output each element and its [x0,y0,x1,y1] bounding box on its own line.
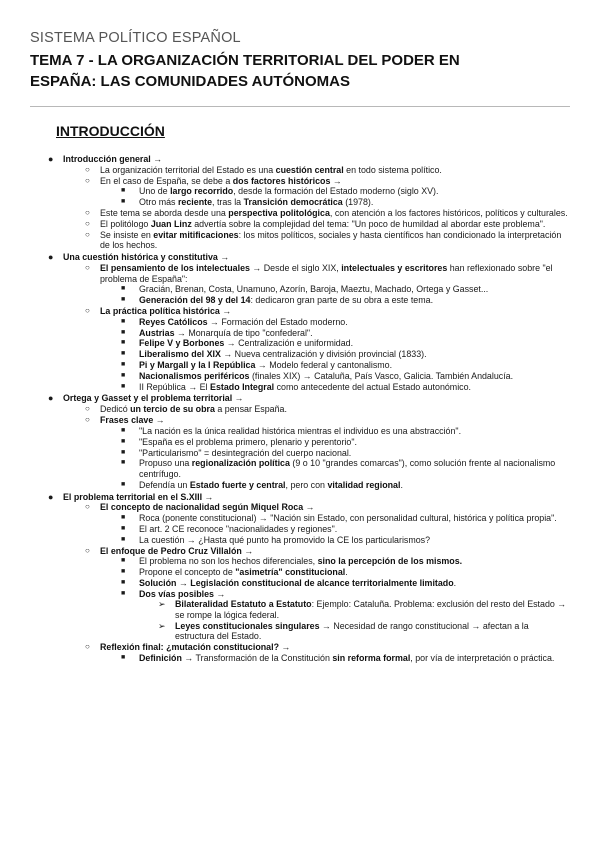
bullet-marker-icon: ■ [121,535,126,543]
text: → [303,502,315,513]
text: en todo sistema político. [343,164,442,175]
bold-text: Reflexión final: ¿mutación constitucional? [100,642,279,653]
text: → [150,154,163,164]
bold-text: El problema territorial en el S.XIII [63,491,203,502]
text: II República → El [139,381,211,392]
text: → Centralización e uniformidad. [224,338,354,349]
text: Propone el concepto de [139,567,236,578]
bold-text: Una cuestión histórica y constitutiva [63,252,218,263]
text: Otro más [139,197,178,208]
outline-item-level-3 [30,458,570,479]
outline-item-level-2 [30,165,570,176]
bullet-marker-icon: ○ [85,164,90,174]
text: han reflexionado sobre "el problema de España": [100,263,553,284]
outline-item-level-3 [30,317,570,328]
bullet-marker-icon: ■ [121,382,126,390]
outline-item-level-2 [30,208,570,219]
outline-item-level-2 [30,502,570,513]
text: → [202,491,214,502]
bullet-marker-icon: ○ [85,218,90,228]
bullet-marker-icon: ■ [121,426,126,434]
title-line-1: TEMA 7 - LA ORGANIZACIÓN TERRITORIAL DEL PODER EN [30,52,460,69]
bullet-marker-icon: ■ [121,187,126,195]
outline-item-level-1 [30,492,570,503]
subject-header: SISTEMA POLÍTICO ESPAÑOL [30,30,241,46]
bullet-marker-icon: ○ [85,306,90,316]
outline-item-level-2 [30,219,570,230]
bullet-marker-icon: ○ [85,404,90,414]
bullet-marker-icon: ○ [85,263,90,273]
bullet-marker-icon: ■ [121,578,126,586]
text: El problema no son los hechos diferenciales, [139,556,318,567]
bullet-marker-icon: ■ [121,339,126,347]
text: , tras la [212,197,244,208]
bold-text: La práctica política histórica [100,306,220,317]
text: → [217,252,230,263]
outline-item-level-3 [30,349,570,360]
text: → Formación del Estado moderno. [207,316,348,327]
outline-item-level-2 [30,230,570,251]
bold-text: perspectiva politológica [228,208,330,219]
text: "España es el problema primero, plenario y perentorio". [139,436,357,447]
text: Roca (ponente constitucional) → "Nación sin Estado, con personalidad cultural, histórica y política propia". [139,513,557,524]
outline-item-level-3 [30,567,570,578]
bold-text: Solución → Legislación constitucional de alcance territorialmente limitado [139,577,454,588]
outline-item-level-3 [30,197,570,208]
bullet-marker-icon: ■ [121,371,126,379]
text: → Nueva centralización y división provincial (1833). [220,349,427,360]
text: advertía sobre la complejidad del tema: "Un poco de humildad al abordar este problema". [191,218,546,229]
text: "La nación es la única realidad histórica mientras el individuo es una abstracción". [139,425,462,436]
outline-item-level-3 [30,360,570,371]
text: Gracián, Brenan, Costa, Unamuno, Azorín, Baroja, Maeztu, Machado, Ortega y Gasset... [139,284,489,295]
text: (1978). [342,197,374,208]
bullet-marker-icon: ➢ [158,599,166,610]
text: Se insiste en [100,229,154,240]
text: (9 o 10 "grandes comarcas"), como solución frente al nacionalismo centrífugo. [139,458,556,479]
text: como antecedente del actual Estado autonómico. [274,381,472,392]
bullet-marker-icon: ■ [121,654,126,662]
outline-item-level-3 [30,371,570,382]
outline-item-level-1 [30,154,570,165]
text: , con atención a los factores históricos, políticos y culturales. [329,208,568,219]
outline-item-level-1 [30,393,570,404]
bold-text: El enfoque de Pedro Cruz Villalón [100,545,242,556]
text: Defendía un [139,479,190,490]
outline-item-level-2 [30,642,570,653]
bold-text: dos factores históricos [232,175,331,186]
text: → [241,545,254,556]
bullet-marker-icon: ■ [121,524,126,532]
text: , por vía de interpretación o práctica. [410,653,555,664]
bullet-marker-icon: ■ [121,361,126,369]
outline-item-level-3 [30,480,570,491]
text: El art. 2 CE reconoce "nacionalidades y regiones". [139,523,338,534]
text: → Transformación de la Constitución [181,653,333,664]
bullet-marker-icon: ■ [121,328,126,336]
bullet-marker-icon: ● [48,393,54,404]
text: Dedicó [100,404,131,415]
text: (finales XIX) → Cataluña, País Vasco, Galicia. También Andalucía. [249,370,514,381]
section-heading: INTRODUCCIÓN [56,123,165,139]
outline-item-level-3 [30,578,570,589]
text: , desde la formación del Estado moderno (siglo XV). [233,186,439,197]
text: , pero con [285,479,328,490]
outline-item-level-2 [30,176,570,187]
outline-item-level-3 [30,338,570,349]
bullet-marker-icon: ■ [121,480,126,488]
outline-item-level-2 [30,404,570,415]
outline-item-level-4 [30,599,570,620]
bullet-marker-icon: ■ [121,448,126,456]
bold-text: reciente [177,197,213,208]
bold-text: Estado Integral [210,381,275,392]
bold-text: Liberalismo del XIX [139,349,221,360]
bullet-marker-icon: ○ [85,415,90,425]
outline-item-level-4 [30,621,570,642]
bold-text: cuestión central [275,164,344,175]
text: La organización territorial del Estado es una [100,164,276,175]
outline-item-level-3 [30,437,570,448]
outline-item-level-2 [30,415,570,426]
text: La cuestión → ¿Hasta qué punto ha promovido la CE los particularismos? [139,534,431,545]
bullet-marker-icon: ■ [121,514,126,522]
text: → Monarquía de tipo "confederal". [174,327,313,338]
outline-item-level-3 [30,382,570,393]
outline-item-level-3 [30,653,570,664]
bullet-marker-icon: ■ [121,589,126,597]
text: → Modelo federal y cantonalismo. [255,360,393,371]
bold-text: Bilateralidad Estatuto a Estatuto [175,599,312,610]
bullet-marker-icon: ○ [85,229,90,239]
bold-text: Frases clave [100,415,154,426]
text: → [232,393,244,404]
bold-text: un tercio de su obra [130,404,215,415]
bullet-marker-icon: ■ [121,350,126,358]
text: → [213,588,226,599]
bold-text: El pensamiento de los intelectuales [100,263,250,274]
text: Propuso una [139,458,192,469]
bold-text: Transición democrática [243,197,343,208]
bullet-marker-icon: ● [48,252,54,263]
outline-item-level-2 [30,546,570,557]
outline-item-level-3 [30,556,570,567]
bold-text: Austrias [139,327,175,338]
outline-item-level-3 [30,535,570,546]
text: Uno de [139,186,171,197]
text: En el caso de España, se debe a [100,175,233,186]
bullet-marker-icon: ■ [121,557,126,565]
text: a pensar España. [214,404,287,415]
bullet-marker-icon: ● [48,154,54,164]
text: : los mitos políticos, sociales y hasta científicos han condicionado la interpretación de los hechos. [100,229,562,251]
bold-text: Definición [139,653,182,664]
text: → Necesidad de rango constitucional → afectan a la estructura del Estado. [175,620,529,642]
bullet-marker-icon: ■ [121,568,126,576]
bold-text: sin reforma formal [332,653,411,664]
text: → [219,306,232,317]
bullet-marker-icon: ➢ [158,620,166,631]
bold-text: El concepto de nacionalidad según Miquel Roca [100,502,304,513]
bullet-marker-icon: ○ [85,642,90,652]
bold-text: evitar mitificaciones [153,229,239,240]
bold-text: Estado fuerte y central [189,479,286,490]
bold-text: Introducción general [63,154,151,164]
bold-text: sino la percepción de los mismos. [317,556,463,567]
bold-text: Reyes Católicos [139,316,208,327]
outline-item-level-3 [30,589,570,600]
text: → [330,175,342,186]
outline-item-level-3 [30,448,570,459]
outline-item-level-3 [30,186,570,197]
text: Este tema se aborda desde una [100,208,229,219]
outline-list [30,154,570,664]
outline-item-level-2 [30,306,570,317]
bold-text: largo recorrido [170,186,234,197]
text: → [279,642,291,653]
bold-text: Dos vías posibles [139,588,214,599]
outline-item-level-3 [30,524,570,535]
text: "Particularismo" = desintegración del cuerpo nacional. [139,447,352,458]
bullet-marker-icon: ■ [121,317,126,325]
text: → Desde el siglo XIX, [249,263,342,274]
text: . [400,479,403,490]
bullet-marker-icon: ■ [121,437,126,445]
bold-text: intelectuales y escritores [341,263,448,274]
page-title [30,50,570,92]
outline-item-level-2 [30,263,570,284]
title-line-2: ESPAÑA: LAS COMUNIDADES AUTÓNOMAS [30,73,351,90]
bold-text: Pi y Margall y la I República [139,360,256,371]
bold-text: Nacionalismos periféricos [139,370,250,381]
text: . [345,567,348,578]
bullet-marker-icon: ○ [85,545,90,555]
bold-text: Ortega y Gasset y el problema territorial [63,393,233,404]
text: . [453,577,457,588]
bold-text: Leyes constitucionales singulares [175,620,320,631]
bullet-marker-icon: ● [48,491,54,502]
bullet-marker-icon: ■ [121,198,126,206]
text: El politólogo [100,218,151,229]
bold-text: Generación del 98 y del 14 [139,295,251,306]
outline-item-level-1 [30,252,570,263]
bold-text: Felipe V y Borbones [139,338,225,349]
outline-item-level-3 [30,284,570,295]
bullet-marker-icon: ■ [121,459,126,467]
bullet-marker-icon: ○ [85,502,90,512]
divider [30,106,570,107]
text: : dedicaron gran parte de su obra a este tema. [250,295,434,306]
bullet-marker-icon: ○ [85,208,90,218]
outline-item-level-3 [30,513,570,524]
bullet-marker-icon: ■ [121,285,126,293]
text: → [153,415,165,426]
bold-text: vitalidad regional [327,479,401,490]
outline-item-level-3 [30,295,570,306]
bold-text: "asimetría" constitucional [235,567,346,578]
bullet-marker-icon: ○ [85,175,90,185]
text: : Ejemplo: Cataluña. Problema: exclusión del resto del Estado → se rompe la lógica federal. [175,599,567,621]
bold-text: Juan Linz [150,218,192,229]
outline-item-level-3 [30,328,570,339]
bullet-marker-icon: ■ [121,296,126,304]
bold-text: regionalización política [191,458,290,469]
outline-item-level-3 [30,426,570,437]
